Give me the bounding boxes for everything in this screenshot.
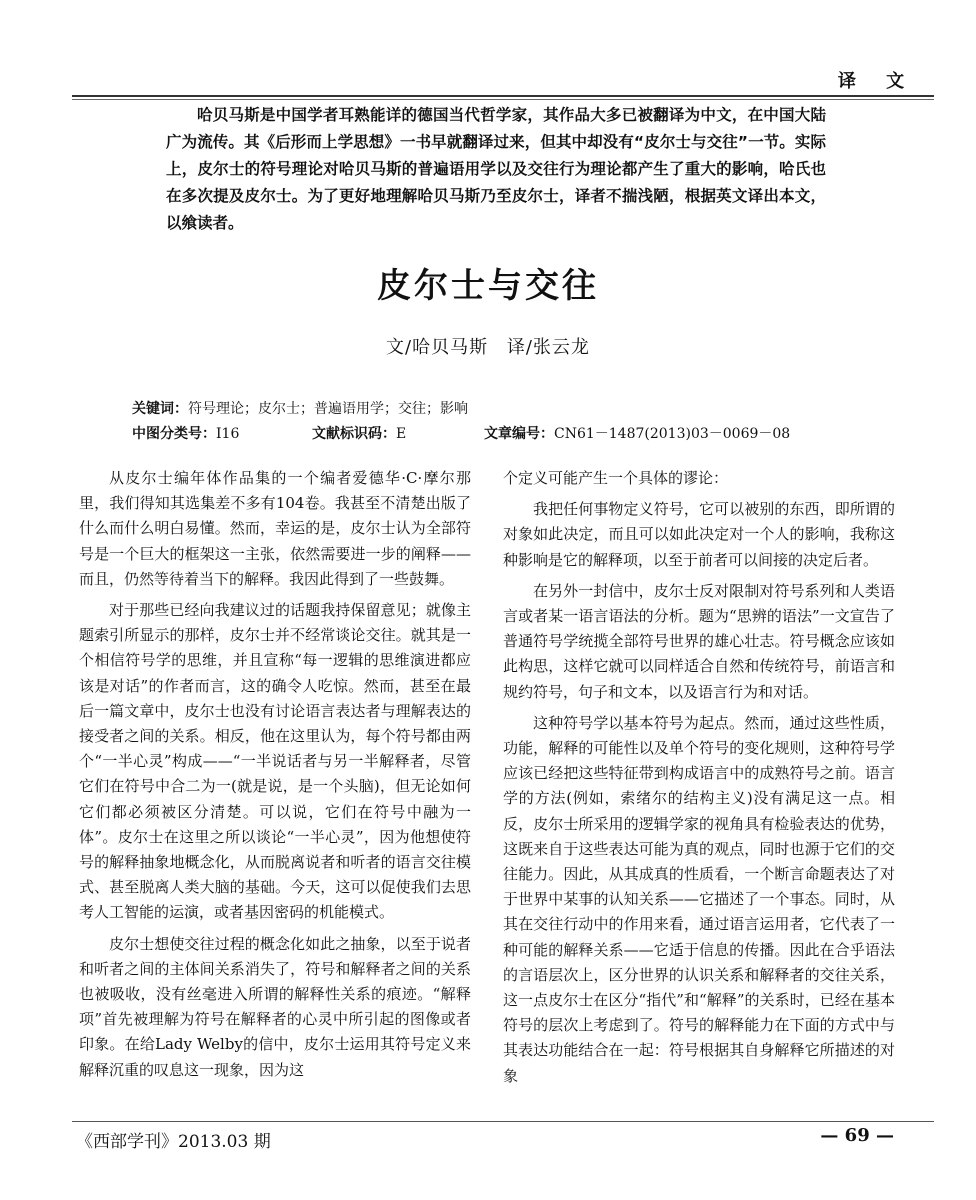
body-paragraph: 从皮尔士编年体作品集的一个编者爱德华·C·摩尔那里，我们得知其选集差不多有104卷。我甚至不清楚出版了什么而什么明白易懂。然而，幸运的是，皮尔士认为全部符号是一个巨大的框架这一主张，依然需要进一步的阐释——而且，仍然等待着当下的解释。我因此得到了一些鼓舞。 bbox=[79, 469, 471, 588]
clc-cell bbox=[132, 423, 239, 443]
clc-value: I16 bbox=[216, 426, 240, 442]
body-paragraph: 这种符号学以基本符号为起点。然而，通过这些性质，功能，解释的可能性以及单个符号的变化规则，这种符号学应该已经把这些特征带到构成语言中的成熟符号之前。语言学的方法(例如，索绪尔的结构主义)没有满足这一点。相反，皮尔士所采用的逻辑学家的视角具有检验表达的优势，这既来自于这些表达可能为真的观点，同时也源于它们的交往能力。因此，从其成真的性质看，一个断言命题表达了对于世界中某事的认知关系——它描述了一个事态。同时，从其在交往行动中的作用来看，通过语言运用者，它代表了一种可能的解释关系——它适于信息的传播。因此在合乎语法的言语层次上，区分世界的认识关系和解释者的交往关系，这一点皮尔士在区分“指代”和“解释”的关系时，已经在基本符号的层次上考虑到了。符号的解释能力在下面的方式中与其表达功能结合在一起：符号根据其自身解释它所描述的对象 bbox=[503, 713, 895, 1085]
doccode-cell bbox=[312, 423, 406, 443]
articleno-value: CN61－1487(2013)03－0069－08 bbox=[554, 426, 791, 442]
clc-label: 中图分类号： bbox=[132, 426, 216, 442]
header-rule bbox=[72, 95, 934, 97]
footer-rule bbox=[72, 1121, 934, 1122]
body-paragraph: 对于那些已经向我建议过的话题我持保留意见；就像主题索引所显示的那样，皮尔士并不经常谈论交往。就其是一个相信符号学的思维，并且宣称“每一逻辑的思维演进都应该是对话”的作者而言，这的确令人吃惊。然而，甚至在最后一篇文章中，皮尔士也没有讨论语言表达者与理解表达的接受者之间的关系。相反，他在这里认为，每个符号都由两个“一半心灵”构成——“一半说话者与另一半解释者，尽管它们在符号中合二为一(就是说，是一个头脑)，但无论如何它们都必须被区分清楚。可以说，它们在符号中融为一体”。皮尔士在这里之所以谈论“一半心灵”，因为他想使符号的解释抽象地概念化，从而脱离说者和听者的语言交往模式、甚至脱离人类大脑的基础。今天，这可以促使我们去思考人工智能的运演，或者基因密码的机能模式。 bbox=[79, 601, 471, 922]
body-paragraph-continued: 个定义可能产生一个具体的谬论： bbox=[503, 469, 729, 487]
header-rule-thin bbox=[72, 99, 934, 100]
keywords-line bbox=[132, 398, 468, 418]
byline bbox=[0, 333, 976, 359]
article-title: 皮尔士与交往 bbox=[377, 266, 599, 306]
keywords-label: 关键词： bbox=[132, 401, 188, 417]
body-column-left bbox=[79, 466, 471, 1089]
body-column-right bbox=[503, 466, 895, 1095]
author: 文/哈贝马斯 bbox=[386, 337, 489, 358]
page-number: — 69 — bbox=[820, 1125, 894, 1146]
articleno-cell bbox=[484, 423, 790, 443]
articleno-label: 文章编号： bbox=[484, 426, 554, 442]
editor-note: 哈贝马斯是中国学者耳熟能详的德国当代哲学家，其作品大多已被翻译为中文，在中国大陆广为流传。其《后形而上学思想》一书早就翻译过来，但其中却没有“皮尔士与交往”一节。实际上，皮尔士的符号理论对哈贝马斯的普遍语用学以及交往行为理论都产生了重大的影响，哈氏也在多次提及皮尔士。为了更好地理解哈贝马斯乃至皮尔士，译者不揣浅陋，根据英文译出本文，以飨读者。 bbox=[166, 106, 826, 232]
body-paragraph: 皮尔士想使交往过程的概念化如此之抽象，以至于说者和听者之间的主体间关系消失了，符号和解释者之间的关系也被吸收，没有丝毫进入所谓的解释性关系的痕迹。“解释项”首先被理解为符号在解释者的心灵中所引起的图像或者印象。在给Lady Welby的信中，皮尔士运用其符号定义来解释沉重的叹息这一现象，因为这 bbox=[79, 934, 471, 1079]
section-label: 译 文 bbox=[837, 71, 917, 92]
translator: 译/张云龙 bbox=[506, 337, 590, 358]
keywords: 符号理论；皮尔士；普遍语用学；交往；影响 bbox=[188, 401, 468, 417]
block-quote: 我把任何事物定义符号，它可以被别的东西，即所谓的对象如此决定，而且可以如此决定对一个人的影响，我称这种影响是它的解释项，以至于前者可以间接的决定后者。 bbox=[503, 500, 895, 569]
body-paragraph: 在另外一封信中，皮尔士反对限制对符号系列和人类语言或者某一语言语法的分析。题为“思辨的语法”一文宣告了普通符号学统揽全部符号世界的雄心壮志。符号概念应该如此构思，这样它就可以同样适合自然和传统符号，前语言和规约符号，句子和文本，以及语言行为和对话。 bbox=[503, 581, 895, 701]
doccode-value: E bbox=[396, 426, 407, 442]
doccode-label: 文献标识码： bbox=[312, 426, 396, 442]
journal-name: 《西部学刊》2013.03 期 bbox=[76, 1132, 271, 1152]
